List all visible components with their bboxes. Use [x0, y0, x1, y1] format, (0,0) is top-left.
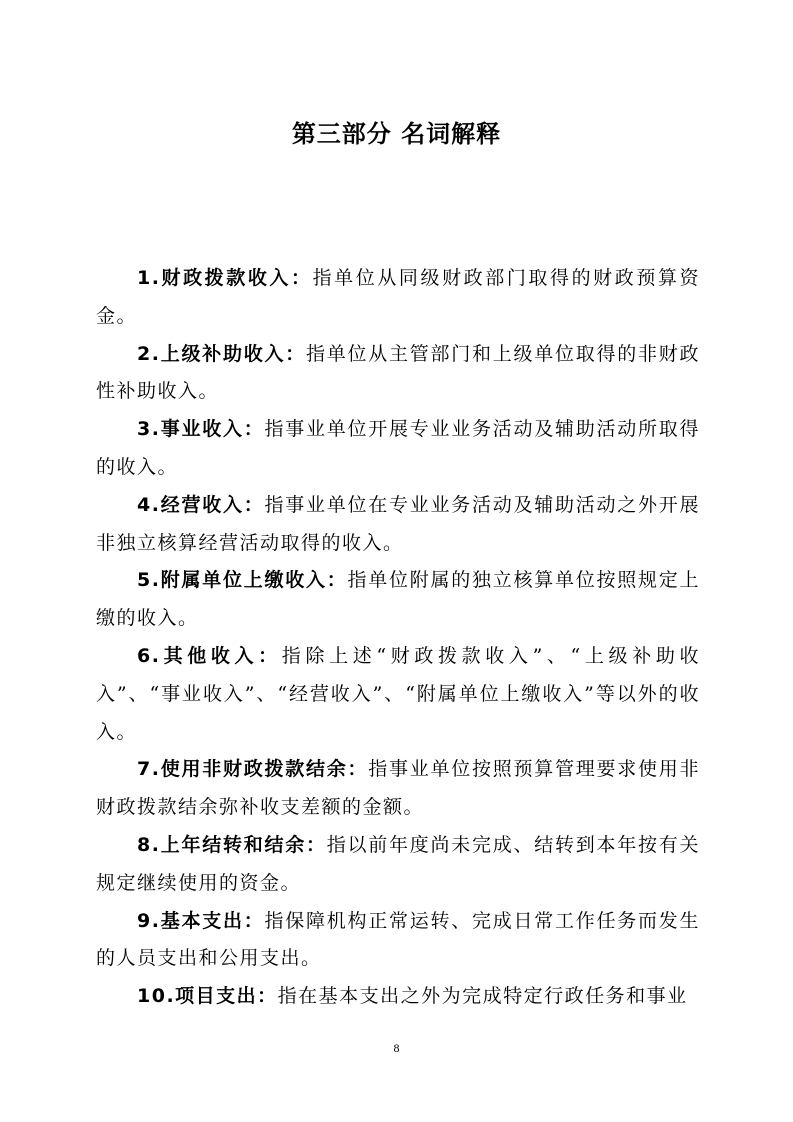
- glossary-list: [96, 260, 700, 1016]
- glossary-item: [96, 827, 700, 903]
- page-number: 8: [393, 1041, 400, 1055]
- term-definition: 指以前年度尚未完成、结转到本年按有关规定继续使用的资金。: [96, 833, 700, 894]
- term-label: 8.上年结转和结余：: [137, 833, 327, 856]
- term-definition: 指保障机构正常运转、完成日常工作任务而发生的人员支出和公用支出。: [96, 909, 700, 970]
- glossary-item: [96, 978, 700, 1016]
- term-label: 4.经营收入：: [137, 493, 265, 516]
- term-label: 10.项目支出：: [137, 985, 278, 1008]
- term-label: 7.使用非财政拨款结余：: [137, 758, 369, 781]
- term-definition: 指事业单位按照预算管理要求使用非财政拨款结余弥补收支差额的金额。: [96, 758, 700, 819]
- term-label: 6.其他收入：: [137, 644, 282, 667]
- glossary-item: [96, 411, 700, 487]
- glossary-item: [96, 487, 700, 563]
- term-definition: 指单位从主管部门和上级单位取得的非财政性补助收入。: [96, 342, 700, 403]
- glossary-item: [96, 336, 700, 412]
- term-definition: 指单位从同级财政部门取得的财政预算资金。: [96, 267, 700, 327]
- term-label: 5.附属单位上缴收入：: [137, 569, 348, 592]
- glossary-item: [96, 260, 700, 336]
- glossary-item: [96, 903, 700, 979]
- term-label: 1.财政拨款收入：: [137, 267, 313, 289]
- term-definition: 指事业单位开展专业业务活动及辅助活动所取得的收入。: [96, 418, 700, 478]
- glossary-item: [96, 562, 700, 638]
- term-label: 2.上级补助收入：: [137, 342, 306, 365]
- page-title: 第三部分 名词解释: [291, 120, 502, 148]
- term-label: 3.事业收入：: [137, 418, 265, 441]
- term-label: 9.基本支出：: [137, 909, 265, 932]
- term-definition: 指除上述“财政拨款收入”、“上级补助收入”、“事业收入”、“经营收入”、“附属单位上缴收入”等以外的收入。: [96, 644, 700, 743]
- term-definition: 指在基本支出之外为完成特定行政任务和事业: [277, 985, 688, 1008]
- term-definition: 指事业单位在专业业务活动及辅助活动之外开展非独立核算经营活动取得的收入。: [96, 493, 700, 554]
- glossary-item: [96, 751, 700, 827]
- term-definition: 指单位附属的独立核算单位按照规定上缴的收入。: [96, 569, 700, 630]
- glossary-item: [96, 638, 700, 751]
